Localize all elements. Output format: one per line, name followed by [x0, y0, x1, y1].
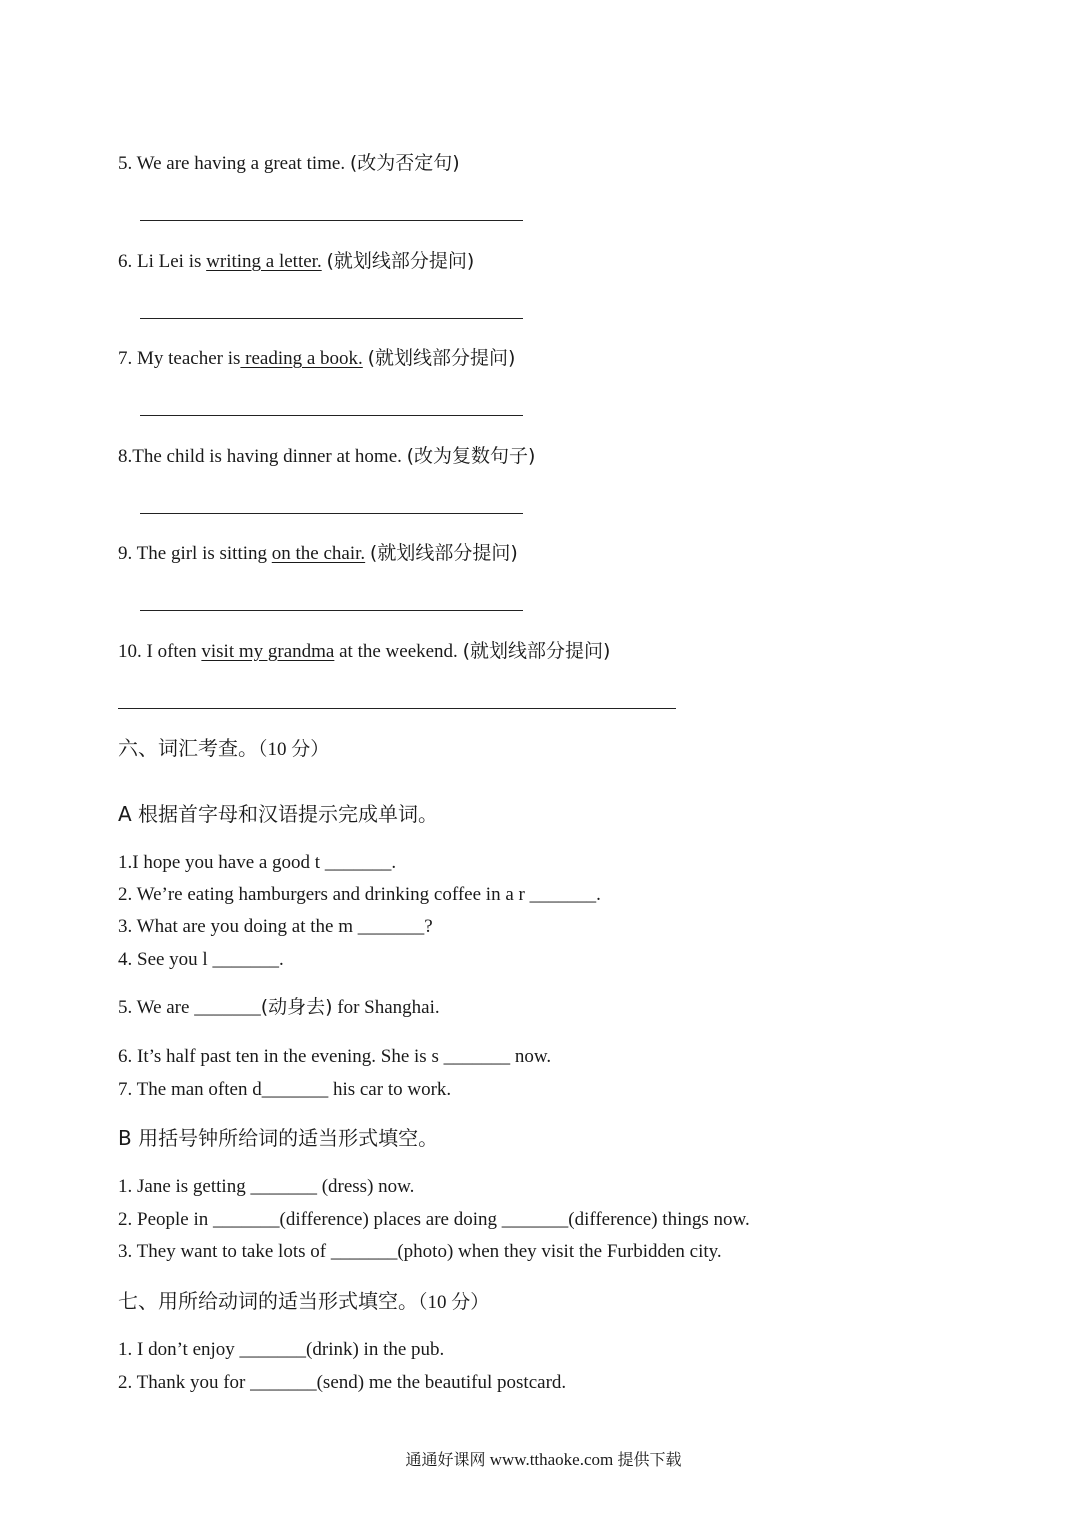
question-9-pre: 9. The girl is sitting [118, 543, 272, 564]
question-7-pre: 7. My teacher is [118, 348, 241, 369]
part-a-item-1: 1.I hope you have a good t _______. [118, 852, 397, 873]
part-b-heading: B 用括号钟所给词的适当形式填空。 [118, 1126, 439, 1150]
question-8 [118, 447, 535, 466]
question-7 [118, 349, 515, 368]
question-7-underlined: reading a book. [240, 348, 363, 369]
footer-note: 提供下载 [617, 1450, 682, 1469]
question-9-instruction: (就划线部分提问) [369, 542, 518, 564]
part-a-item-4: 4. See you l _______. [118, 949, 284, 970]
footer-site-name: 通通好课网 [405, 1450, 486, 1469]
page-footer [0, 1447, 1087, 1470]
part-a-item-2: 2. We’re eating hamburgers and drinking coffee in a r _______. [118, 884, 601, 905]
part-a-item-7: 7. The man often d_______ his car to work. [118, 1079, 452, 1100]
question-10-underlined: visit my grandma [201, 641, 335, 662]
part-b-item-3: 3. They want to take lots of _______(photo) when they visit the Furbidden city. [118, 1241, 722, 1262]
section-7-item-1: 1. I don’t enjoy _______(drink) in the pub. [118, 1339, 445, 1360]
answer-line-8[interactable] [140, 513, 523, 514]
section-6-points: （10 分） [258, 739, 330, 760]
part-a-item-5-hint: (动身去) [260, 996, 333, 1018]
question-9 [118, 544, 518, 563]
section-6-heading [118, 738, 329, 759]
question-6-underlined: writing a letter. [206, 251, 322, 272]
section-7-points: （10 分） [418, 1292, 490, 1313]
question-9-underlined: on the chair. [271, 543, 366, 564]
question-10-instruction: (就划线部分提问) [462, 640, 611, 662]
question-10-post: at the weekend. [334, 641, 463, 662]
part-a-item-5-pre: 5. We are _______ [118, 997, 261, 1018]
question-8-text: 8.The child is having dinner at home. [118, 446, 407, 467]
question-5-instruction: (改为否定句) [349, 152, 460, 174]
question-6-pre: 6. Li Lei is [118, 251, 207, 272]
part-a-heading: A 根据首字母和汉语提示完成单词。 [118, 802, 439, 826]
part-b-item-2: 2. People in _______(difference) places are doing _______(difference) things now. [118, 1209, 750, 1230]
footer-url[interactable]: www.tthaoke.com [489, 1450, 614, 1469]
answer-line-5[interactable] [140, 220, 523, 221]
section-7-heading [118, 1291, 489, 1312]
question-8-instruction: (改为复数句子) [406, 445, 536, 467]
part-a-item-6: 6. It’s half past ten in the evening. She is s _______ now. [118, 1046, 552, 1067]
part-a-item-5-post: for Shanghai. [332, 997, 440, 1018]
question-10 [118, 642, 610, 661]
section-6-title: 六、词汇考查。 [118, 736, 258, 760]
question-6 [118, 252, 474, 271]
section-7-title: 七、用所给动词的适当形式填空。 [118, 1289, 418, 1313]
question-6-instruction: (就划线部分提问) [326, 250, 475, 272]
answer-line-9[interactable] [140, 610, 523, 611]
answer-line-7[interactable] [140, 415, 523, 416]
question-5-text: We are having a great time. [136, 153, 350, 174]
part-a-item-5 [118, 998, 440, 1017]
question-5 [118, 154, 460, 173]
part-b-item-1: 1. Jane is getting _______ (dress) now. [118, 1176, 415, 1197]
question-10-pre: 10. I often [118, 641, 202, 662]
part-a-item-3: 3. What are you doing at the m _______? [118, 916, 433, 937]
answer-line-6[interactable] [140, 318, 523, 319]
answer-line-10[interactable] [118, 708, 676, 709]
section-7-item-2: 2. Thank you for _______(send) me the beautiful postcard. [118, 1372, 567, 1393]
question-5-number: 5. [118, 153, 137, 174]
question-7-instruction: (就划线部分提问) [367, 347, 516, 369]
